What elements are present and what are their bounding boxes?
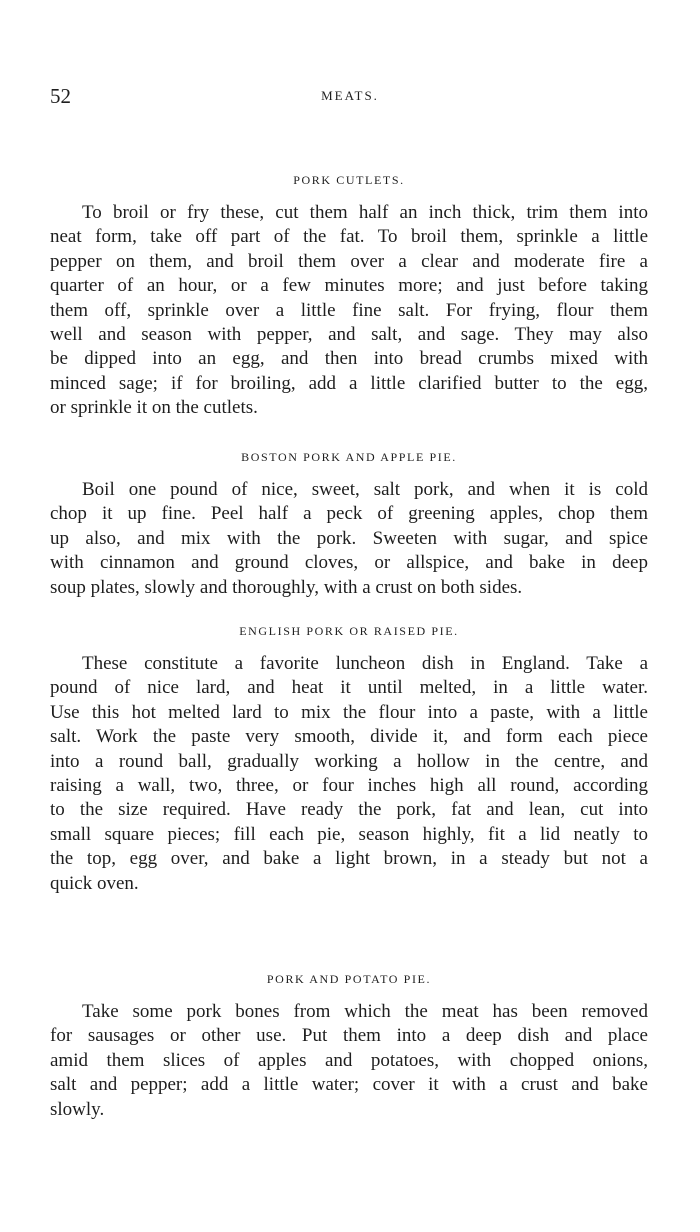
text-line: neat form, take off part of the fat. To broil them, sprinkle a little	[50, 226, 648, 248]
text-line: quick oven.	[50, 872, 139, 894]
text-line: for sausages or other use. Put them into a deep dish and place	[50, 1025, 648, 1047]
text-line: To broil or fry these, cut them half an inch thick, trim them into	[82, 202, 648, 223]
text-line: up also, and mix with the pork. Sweeten with sugar, and spice	[50, 527, 648, 549]
text-line: the top, egg over, and bake a light brown, in a steady but not a	[50, 848, 648, 870]
text-line: with cinnamon and ground cloves, or allspice, and bake in deep	[50, 552, 648, 574]
text-line: amid them slices of apples and potatoes, with chopped onions,	[50, 1049, 648, 1071]
section-heading: ENGLISH PORK OR RAISED PIE.	[239, 624, 459, 638]
text-line: salt. Work the paste very smooth, divide it, and form each piece	[50, 726, 648, 748]
text-line: be dipped into an egg, and then into bread crumbs mixed with	[50, 348, 648, 370]
text-line: raising a wall, two, three, or four inches high all round, according	[50, 774, 648, 796]
text-line: These constitute a favorite luncheon dish in England. Take a	[82, 653, 648, 674]
page-number: 52	[50, 84, 71, 108]
section-paragraph	[50, 201, 648, 421]
text-line: soup plates, slowly and thoroughly, with a crust on both sides.	[50, 576, 523, 598]
text-line: into a round ball, gradually working a hollow in the centre, and	[50, 750, 648, 772]
section-heading: PORK AND POTATO PIE.	[266, 972, 432, 986]
section-heading: BOSTON PORK AND APPLE PIE.	[241, 450, 457, 464]
text-line: to the size required. Have ready the pork, fat and lean, cut into	[50, 799, 648, 821]
text-line: them off, sprinkle over a little fine salt. For frying, flour them	[50, 299, 648, 321]
text-line: Use this hot melted lard to mix the flour into a paste, with a little	[50, 701, 648, 723]
running-title: MEATS.	[321, 88, 379, 103]
section-paragraph	[50, 478, 648, 600]
text-line: well and season with pepper, and salt, and sage. They may also	[50, 323, 648, 345]
section-paragraph	[50, 652, 648, 896]
section-heading: PORK CUTLETS.	[293, 173, 405, 187]
text-line: or sprinkle it on the cutlets.	[50, 397, 258, 419]
text-line: salt and pepper; add a little water; cover it with a crust and bake	[50, 1074, 648, 1096]
section-paragraph	[50, 1000, 648, 1122]
text-line: minced sage; if for broiling, add a little clarified butter to the egg,	[50, 372, 648, 394]
text-line: quarter of an hour, or a few minutes more; and just before taking	[50, 275, 648, 297]
text-line: chop it up fine. Peel half a peck of greening apples, chop them	[50, 503, 648, 525]
text-line: Take some pork bones from which the meat has been removed	[82, 1001, 648, 1022]
text-line: Boil one pound of nice, sweet, salt pork, and when it is cold	[82, 479, 648, 500]
text-line: pepper on them, and broil them over a clear and moderate fire a	[50, 250, 648, 272]
text-line: slowly.	[50, 1098, 105, 1120]
text-line: pound of nice lard, and heat it until melted, in a little water.	[50, 677, 648, 699]
text-line: small square pieces; fill each pie, season highly, fit a lid neatly to	[50, 823, 648, 845]
